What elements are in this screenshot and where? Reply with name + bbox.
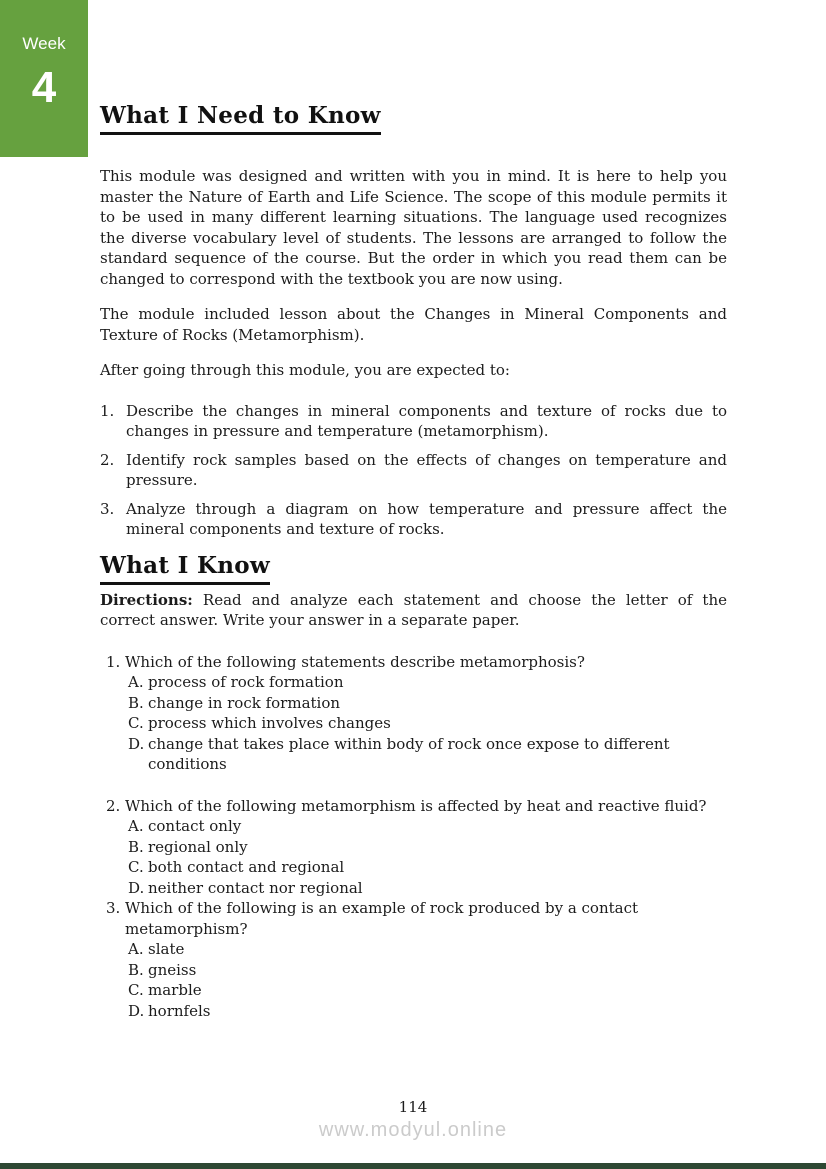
option-text: change that takes place within body of rock once expose to different conditions <box>148 734 670 773</box>
option-letter: D. <box>128 1001 145 1020</box>
option-b <box>128 693 727 714</box>
section-title-what-i-know <box>100 552 727 580</box>
option-letter: C. <box>128 858 144 876</box>
option-d <box>128 878 727 899</box>
question-number: 3. <box>106 899 121 917</box>
option-a <box>128 816 727 837</box>
option-d <box>128 1001 727 1022</box>
watermark-text: www.modyul.online <box>318 1119 508 1141</box>
option-a <box>128 939 727 960</box>
option-letter: D. <box>128 878 145 897</box>
directions-label: Directions: <box>100 590 193 609</box>
option-letter: B. <box>128 693 144 712</box>
option-letter: A. <box>128 817 144 835</box>
option-c <box>128 857 727 878</box>
week-badge-label: Week <box>22 34 66 53</box>
option-text: neither contact nor regional <box>148 878 363 897</box>
option-letter: A. <box>128 673 144 691</box>
option-letter: C. <box>128 714 144 732</box>
option-letter: B. <box>128 960 144 979</box>
objective-text: Identify rock samples based on the effects of changes on temperature and pressure. <box>126 450 727 489</box>
option-b <box>128 960 727 981</box>
option-d <box>128 734 727 775</box>
directions-text: Read and analyze each statement and choose the letter of the correct answer. Write your answer in a separate paper. <box>100 590 727 629</box>
option-b <box>128 837 727 858</box>
option-c <box>128 980 727 1001</box>
option-text: regional only <box>148 837 248 856</box>
objective-number: 2. <box>100 450 115 469</box>
objective-item <box>100 401 727 442</box>
option-letter: B. <box>128 837 144 856</box>
option-text: hornfels <box>148 1001 211 1020</box>
option-text: marble <box>148 981 202 999</box>
question-number: 1. <box>106 652 121 671</box>
question-text: Which of the following is an example of rock produced by a contact metamorphism? <box>125 899 639 938</box>
question-stem <box>106 652 727 673</box>
option-letter: A. <box>128 940 144 958</box>
question-number: 2. <box>106 796 121 815</box>
questions-list <box>100 652 727 1022</box>
week-badge-number: 4 <box>31 63 57 112</box>
question-text: Which of the following statements describe metamorphosis? <box>125 652 585 671</box>
option-text: both contact and regional <box>148 858 345 876</box>
page-content <box>100 0 727 1021</box>
question-stem <box>106 898 727 939</box>
question-stem <box>106 796 727 817</box>
option-a <box>128 672 727 693</box>
footer-bar <box>0 1163 826 1169</box>
section-title-text: What I Know <box>100 552 270 585</box>
option-text: slate <box>148 940 185 958</box>
objective-text: Analyze through a diagram on how temperature and pressure affect the mineral components and texture of rocks. <box>126 499 727 538</box>
objective-number: 3. <box>100 499 115 518</box>
week-badge <box>0 0 88 157</box>
option-text: gneiss <box>148 960 197 979</box>
intro-paragraph: This module was designed and written with you in mind. It is here to help you master the Nature of Earth and Life Science. The scope of this module permits it to be used in many different learning situations. The language used recognizes the diverse vocabulary level of students. The lessons are arranged to follow the standard sequence of the course. But the order in which you read them can be changed to correspond with the textbook you are now using. <box>100 167 727 288</box>
options-list <box>128 672 727 775</box>
option-text: change in rock formation <box>148 693 341 712</box>
question-2 <box>106 796 727 899</box>
option-letter: C. <box>128 981 144 999</box>
question-3 <box>106 898 727 1021</box>
objectives-list <box>100 401 727 540</box>
option-c <box>128 713 727 734</box>
objective-item <box>100 499 727 540</box>
page-number: 114 <box>398 1098 428 1116</box>
options-list <box>128 816 727 898</box>
question-1 <box>106 652 727 775</box>
options-list <box>128 939 727 1021</box>
directions-paragraph <box>100 590 727 631</box>
objective-number: 1. <box>100 401 115 420</box>
option-text: contact only <box>148 817 242 835</box>
expectations-lead-in: After going through this module, you are expected to: <box>100 361 510 379</box>
module-lesson-paragraph: The module included lesson about the Changes in Mineral Components and Texture of Rocks (Metamorphism). <box>100 305 727 344</box>
section-title-text: What I Need to Know <box>100 102 381 135</box>
objective-item <box>100 450 727 491</box>
question-text: Which of the following metamorphism is affected by heat and reactive fluid? <box>125 796 707 815</box>
option-text: process which involves changes <box>148 714 391 732</box>
section-title-what-i-need-to-know <box>100 102 727 130</box>
objective-text: Describe the changes in mineral components and texture of rocks due to changes in pressure and temperature (metamorphism). <box>126 401 727 440</box>
option-text: process of rock formation <box>148 673 344 691</box>
option-letter: D. <box>128 734 145 753</box>
